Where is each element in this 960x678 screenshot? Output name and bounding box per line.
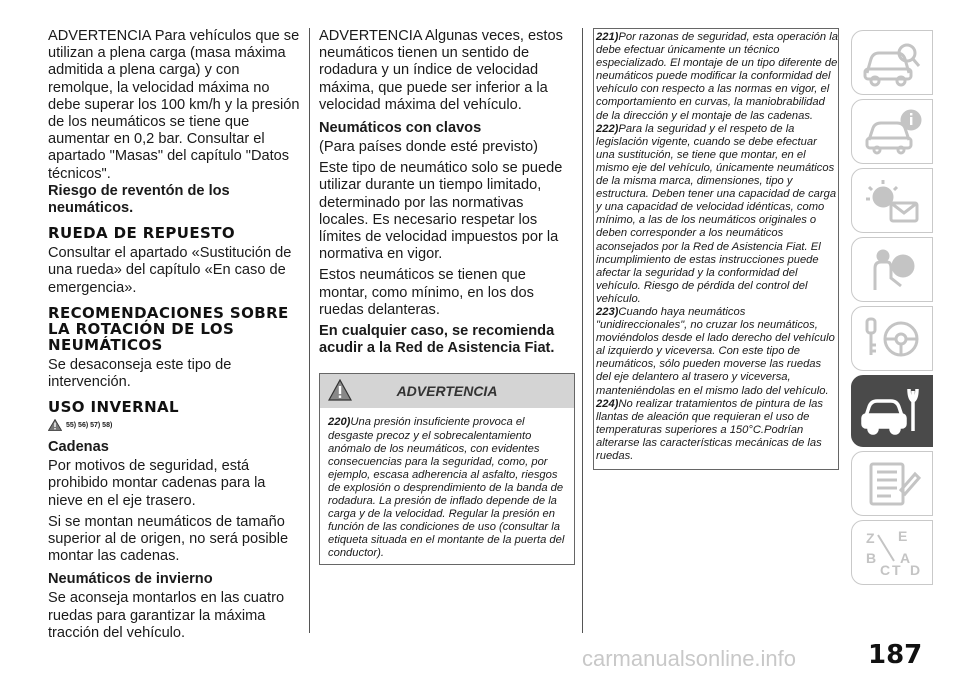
column-2: [319, 28, 575, 565]
heading-uso-invernal: USO INVERNAL: [48, 398, 180, 417]
tab-warning-lights[interactable]: [851, 168, 933, 233]
advertencia-body: [320, 408, 574, 564]
svg-text:D: D: [910, 561, 921, 578]
alphabet-index-icon: [860, 527, 924, 579]
warning-references: [48, 419, 300, 431]
warning-triangle-icon: [328, 379, 352, 401]
heading-cadenas: Cadenas: [48, 439, 109, 456]
car-info-icon: [861, 108, 923, 156]
svg-text:A: A: [900, 549, 911, 566]
heading-rueda-repuesto: RUEDA DE REPUESTO: [48, 224, 235, 243]
column-divider: [309, 28, 310, 633]
tab-key-steering[interactable]: [851, 306, 933, 371]
svg-text:T: T: [892, 561, 901, 578]
note-223: 223)Cuando haya neumáticos "unidireccionales", no cruzar los neumáticos, moviéndolos desde el lado derecho del vehículo al izquierdo y viceversa. Con este tipo de neumáticos, sólo pueden moverse las ruedas del eje delantero al trasero y viceversa, manteniéndolas en el mismo lado del vehículo.: [596, 305, 835, 397]
key-steering-icon: [861, 315, 923, 363]
note-221: 221)Por razonas de seguridad, esta operación la debe efectuar únicamente un técnico especializado. El montaje de un tipo diferente de neumáticos puede modificar la conformidad del vehículo con respecto a las normas en vigor, el comportamiento en curvas, la maniobrabilidad de la dirección y el montaje de las cadenas.: [596, 31, 838, 122]
tab-airbag[interactable]: [851, 237, 933, 302]
heading-neumaticos-clavos: Neumáticos con clavos: [319, 120, 482, 137]
column-3: [593, 28, 839, 470]
advertencia-title: ADVERTENCIA: [396, 383, 498, 400]
paragraph: Si se montan neumáticos de tamaño superior al de origen, no será posible montar las cadenas.: [48, 513, 289, 565]
svg-text:C: C: [880, 561, 891, 578]
tab-alphabetical-index[interactable]: [851, 520, 933, 585]
notes-box: [593, 28, 839, 470]
note-220: 220)Una presión insuficiente provoca el desgaste precoz y el sobrecalentamiento anómalo de los neumáticos, con evidentes consecuencias para la seguridad, como, por ejemplo, escasa adherencia al asfalto, riesgos de explosión o desprendimiento de la banda de rodadura. La presión de inflado depende de la carga y de la velocidad. Regular la presión en función de las condiciones de uso (consultar la etiqueta situada en el montante de la puerta del conductor).: [328, 416, 565, 560]
warning-triangle-icon: [48, 419, 62, 431]
heading-neumaticos-invierno: Neumáticos de invierno: [48, 571, 213, 588]
svg-text:Z: Z: [866, 529, 875, 546]
page-number: 187: [868, 640, 923, 670]
paragraph: Consultar el apartado «Sustitución de una rueda» del capítulo «En caso de emergencia».: [48, 245, 292, 296]
paragraph-bold: En cualquier caso, se recomienda acudir a la Red de Asistencia Fiat.: [319, 323, 555, 357]
paragraph: Este tipo de neumático solo se puede utilizar durante un tiempo limitado, determinado por las normativas locales. Es necesario respetar los límites de velocidad impuestos por la normativa en vigor.: [319, 160, 563, 263]
tab-car-search[interactable]: [851, 30, 933, 95]
car-search-icon: [861, 39, 923, 87]
advertencia-box: [319, 373, 575, 565]
checklist-icon: [861, 460, 923, 508]
advertencia-header: [320, 374, 574, 408]
tab-technical-data[interactable]: [851, 451, 933, 516]
paragraph: (Para países donde esté previsto): [319, 139, 539, 156]
column-1: [48, 28, 300, 642]
tab-car-info[interactable]: [851, 99, 933, 164]
tab-car-maintenance[interactable]: [851, 375, 933, 447]
paragraph: ADVERTENCIA Algunas veces, estos neumáticos tienen un sentido de rodadura y un índice de velocidad máxima, que puede ser inferior a la velocidad máxima del vehículo.: [319, 28, 563, 113]
airbag-seat-icon: [861, 246, 923, 294]
chapter-tabs: [851, 30, 933, 589]
car-wrench-icon: [859, 385, 925, 437]
warning-lights-icon: [861, 177, 923, 225]
column-divider: [582, 28, 583, 633]
svg-text:B: B: [866, 549, 877, 566]
paragraph: ADVERTENCIA Para vehículos que se utilizan a plena carga (masa máxima admitida a plena carga) y con remolque, la velocidad máxima no debe superar los 100 km/h y la presión de los neumáticos se tiene que aumentar en 0,2 bar. Consultar el apartado "Masas" del capítulo "Datos técnicos".: [48, 28, 300, 182]
note-224: 224)No realizar tratamientos de pintura de las llantas de aleación que requieran el uso de temperaturas superiores a 150°C.Podrían alterarse las características mecánicas de las ruedas.: [596, 397, 823, 462]
paragraph: Se aconseja montarlos en las cuatro ruedas para garantizar la máxima tracción del vehículo.: [48, 590, 285, 641]
svg-text:E: E: [898, 527, 908, 544]
heading-recomendaciones: RECOMENDACIONES SOBRE LA ROTACIÓN DE LOS NEUMÁTICOS: [48, 303, 289, 354]
watermark: carmanualsonline.info: [582, 646, 797, 671]
reference-numbers: 55) 56) 57) 58): [66, 421, 113, 429]
paragraph: Por motivos de seguridad, está prohibido montar cadenas para la nieve en el eje trasero.: [48, 458, 266, 509]
note-222: 222)Para la seguridad y el respeto de la legislación vigente, cuando se debe efectuar una sustitución, se tiene que montar, en el mismo eje del vehículo, únicamente neumáticos de la misma marca, dimensiones, tipo y estructura. Deben tener una capacidad de carga y una capacidad de velocidad idénticas, como mínimo, a las de los neumáticos originales o deben corresponder a los neumáticos aconsejados por la Red de Asistencia Fiat. El incumplimiento de estas instrucciones puede afectar la seguridad y la conformidad del vehículo. Riesgo de pérdida del control del vehículo.: [596, 122, 837, 305]
paragraph-bold: Riesgo de reventón de los neumáticos.: [48, 182, 230, 217]
paragraph: Estos neumáticos se tienen que montar, como mínimo, en los dos ruedas delanteras.: [319, 267, 534, 318]
paragraph: Se desaconseja este tipo de intervención.: [48, 356, 232, 391]
